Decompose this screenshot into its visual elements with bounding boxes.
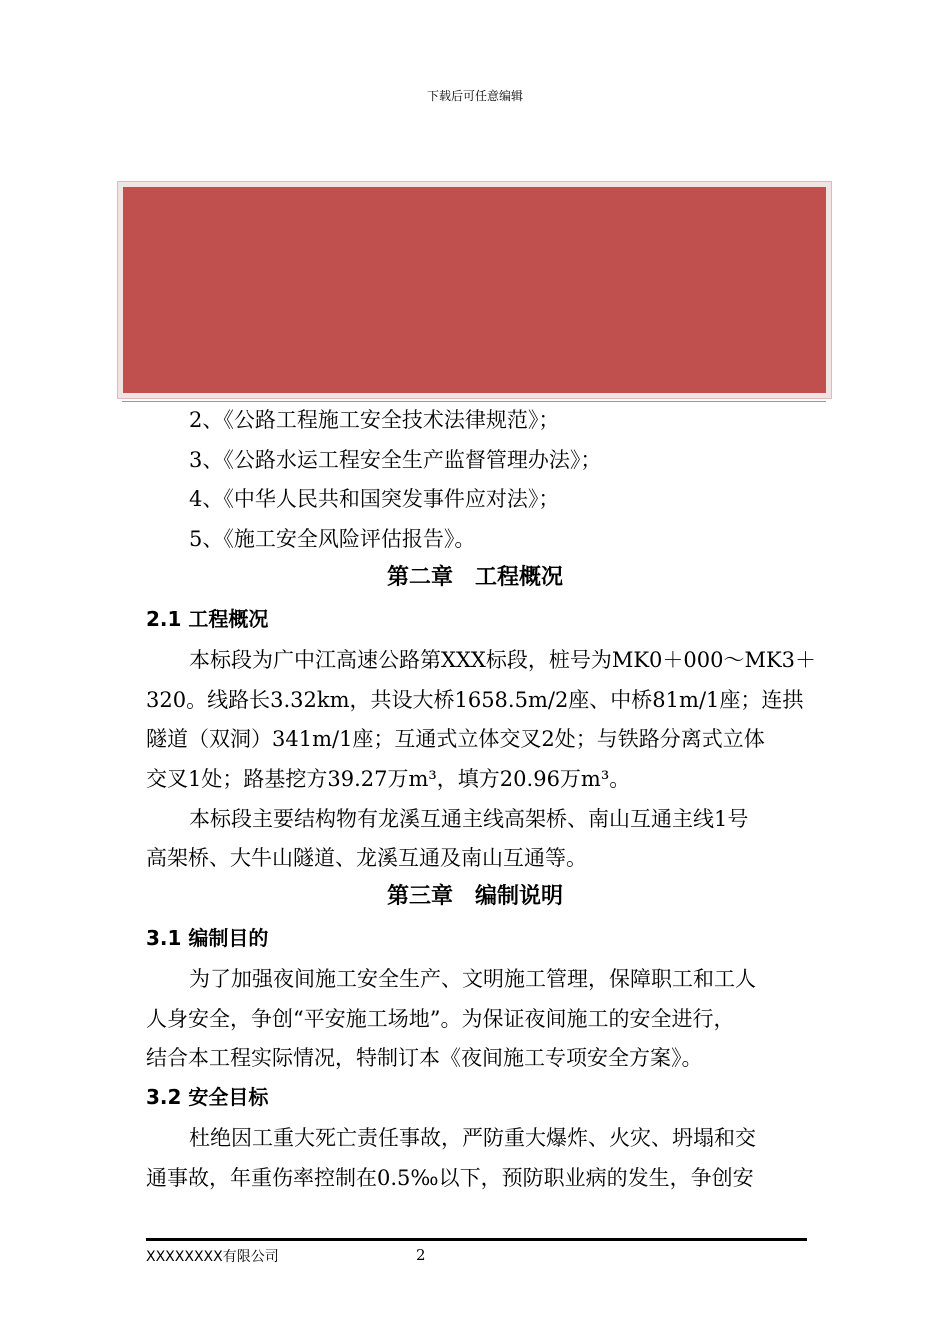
paragraph-line: 杜绝因工重大死亡责任事故，严防重大爆炸、火灾、坍塌和交 [189, 1126, 756, 1150]
footer-rule [146, 1238, 807, 1241]
paragraph-line: 本标段主要结构物有龙溪互通主线高架桥、南山互通主线1号 [189, 807, 749, 831]
section-3-1-heading: 3.1 编制目的 [146, 926, 269, 950]
footer-company: XXXXXXXX有限公司 [146, 1249, 279, 1265]
paragraph-line: 本标段为广中江高速公路第XXX标段，桩号为MK0＋000～MK3＋ [189, 648, 817, 672]
reference-item: 3、《公路水运工程安全生产监督管理办法》； [189, 448, 602, 472]
paragraph-line: 320。线路长3.32km，共设大桥1658.5m/2座、中桥81m/1座；连拱 [146, 688, 804, 712]
page-number: 2 [416, 1246, 426, 1264]
banner-underline [122, 401, 826, 402]
reference-item: 4、《中华人民共和国突发事件应对法》； [189, 487, 560, 511]
red-banner [123, 187, 826, 393]
paragraph-line: 结合本工程实际情况，特制订本《夜间施工专项安全方案》。 [146, 1046, 703, 1070]
paragraph-line: 人身安全，争创“平安施工场地”。为保证夜间施工的安全进行， [146, 1007, 735, 1031]
reference-item: 2、《公路工程施工安全技术法律规范》； [189, 408, 560, 432]
paragraph-line: 交叉1处；路基挖方39.27万m³，填方20.96万m³。 [146, 767, 631, 791]
banner-frame [117, 181, 832, 399]
paragraph-line: 高架桥、大牛山隧道、龙溪互通及南山互通等。 [146, 846, 587, 870]
paragraph-line: 为了加强夜间施工安全生产、文明施工管理，保障职工和工人 [189, 967, 756, 991]
chapter-3-title: 第三章 编制说明 [386, 884, 563, 909]
reference-item: 5、《施工安全风险评估报告》。 [189, 527, 476, 551]
paragraph-line: 通事故，年重伤率控制在0.5‰以下，预防职业病的发生，争创安 [146, 1166, 754, 1190]
chapter-2-title: 第二章 工程概况 [386, 565, 563, 590]
paragraph-line: 隧道（双洞）341m/1座；互通式立体交叉2处；与铁路分离式立体 [146, 727, 765, 751]
section-3-2-heading: 3.2 安全目标 [146, 1085, 269, 1109]
section-2-1-heading: 2.1 工程概况 [146, 607, 269, 631]
header-note: 下载后可任意编辑 [426, 89, 523, 103]
